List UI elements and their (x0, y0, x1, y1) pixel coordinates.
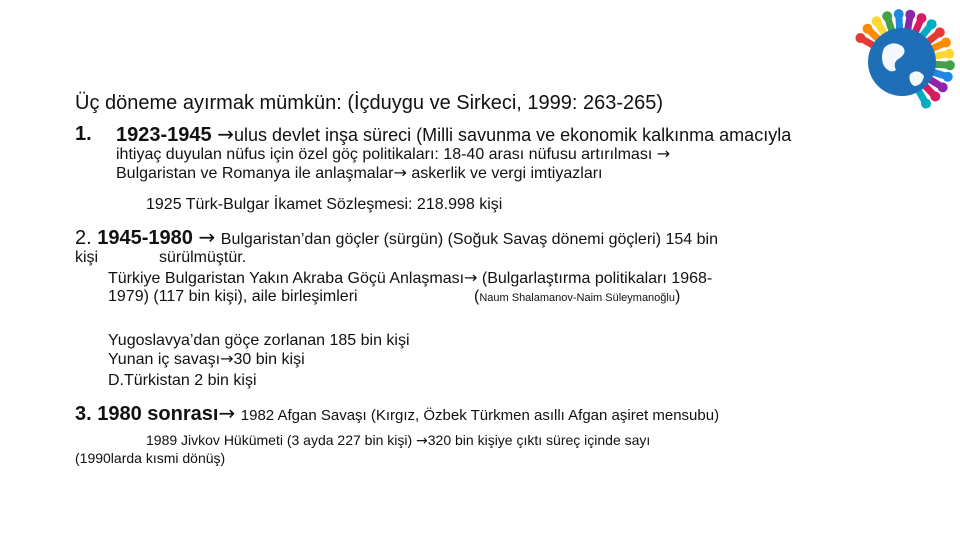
period-1-years: 1923-1945 (116, 124, 212, 146)
arrow-icon: → (198, 225, 216, 249)
figure-body (860, 38, 872, 45)
globe-people-logo (792, 0, 960, 125)
period-2-line3 (108, 270, 712, 287)
period-3-line1: 1982 Afgan Savaşı (Kırgız, Özbek Türkmen asıllı Afgan aşiret mensubu) (240, 407, 720, 424)
figure-body (929, 32, 940, 41)
period-1-line4: 1925 Türk-Bulgar İkamet Sözleşmesi: 218.998 kişi (146, 196, 503, 213)
intro-line: Üç döneme ayırmak mümkün: (İçduygu ve Sirkeci, 1999: 263-265) (75, 92, 664, 114)
figure-body (931, 80, 943, 87)
figure-body (899, 14, 900, 28)
period-2-line3b: (Bulgarlaştırma politikaları 1968- (481, 270, 713, 287)
period-2-line2a: kişi (75, 249, 99, 266)
period-2-line6 (108, 351, 305, 368)
period-3-years: 1980 sonrası (97, 403, 219, 425)
figure-body (926, 87, 936, 97)
period-3-line2 (146, 433, 650, 448)
arrow-icon: → (416, 433, 428, 449)
figure-body (887, 16, 891, 29)
period-1-line3a: Bulgaristan ve Romanya ile anlaşmalar (116, 165, 394, 182)
citation-close: ) (674, 288, 681, 305)
figure-body (868, 29, 878, 39)
period-1-line2 (116, 146, 670, 163)
period-2-line1: Bulgaristan’dan göçler (sürgün) (Soğuk Savaş dönemi göçleri) 154 bin (220, 231, 718, 248)
period-3-line2b: 320 bin kişiye çıktı süreç içinde sayı (427, 432, 651, 448)
globe-icon (868, 28, 936, 96)
figure-body (936, 54, 950, 56)
citation-text: Naum Shalamanov-Naim Süleymanoğlu (479, 292, 675, 304)
period-1-line1: ulus devlet inşa süreci (Milli savunma ve ekonomik kalkınma amacıyla (233, 125, 792, 145)
period-2-line3a: Türkiye Bulgaristan Yakın Akraba Göçü Anlaşması (108, 270, 465, 287)
figure-body (933, 43, 946, 49)
period-3-line3: (1990larda kısmi dönüş) (75, 450, 226, 466)
arrow-icon: → (218, 401, 236, 425)
period-1-line3b: askerlik ve vergi imtiyazları (411, 165, 603, 182)
figure-body (936, 64, 950, 65)
period-2-line2b: sürülmüştür. (159, 249, 247, 266)
period-2-citation (474, 289, 680, 305)
arrow-icon: → (656, 144, 671, 163)
period-2-line7: D.Türkistan 2 bin kişi (108, 372, 257, 389)
period-2-line6a: Yunan iç savaşı (108, 351, 221, 368)
period-2-line5: Yugoslavya’dan göçe zorlanan 185 bin kişi (108, 332, 410, 349)
period-1-line2-text: ihtiyaç duyulan nüfus için özel göç politikaları: 18-40 arası nüfusu artırılması (116, 146, 653, 163)
citation-open: ( (474, 288, 480, 305)
arrow-icon: → (393, 163, 407, 182)
arrow-icon: → (464, 268, 478, 287)
figure-body (923, 24, 932, 35)
figure-body (916, 18, 922, 31)
period-3-heading (75, 403, 719, 424)
period-1-number: 1. (75, 123, 92, 145)
figure-body (934, 73, 947, 77)
figure-body (908, 15, 910, 29)
period-2-years: 1945-1980 (97, 227, 193, 249)
arrow-icon: → (220, 349, 234, 368)
period-2-heading (75, 227, 718, 248)
arrow-icon: → (217, 122, 234, 146)
period-2-number: 2. (75, 227, 92, 249)
figure-body (919, 91, 926, 103)
figure-body (877, 21, 884, 33)
period-1-heading (116, 124, 791, 145)
period-2-line4: 1979) (117 bin kişi), aile birleşimleri (108, 288, 358, 305)
period-2-line6b: 30 bin kişi (233, 351, 305, 368)
period-3-line2a: 1989 Jivkov Hükümeti (3 ayda 227 bin kişi) (146, 432, 413, 448)
period-1-line3 (116, 165, 602, 182)
period-3-number: 3. (75, 403, 92, 425)
